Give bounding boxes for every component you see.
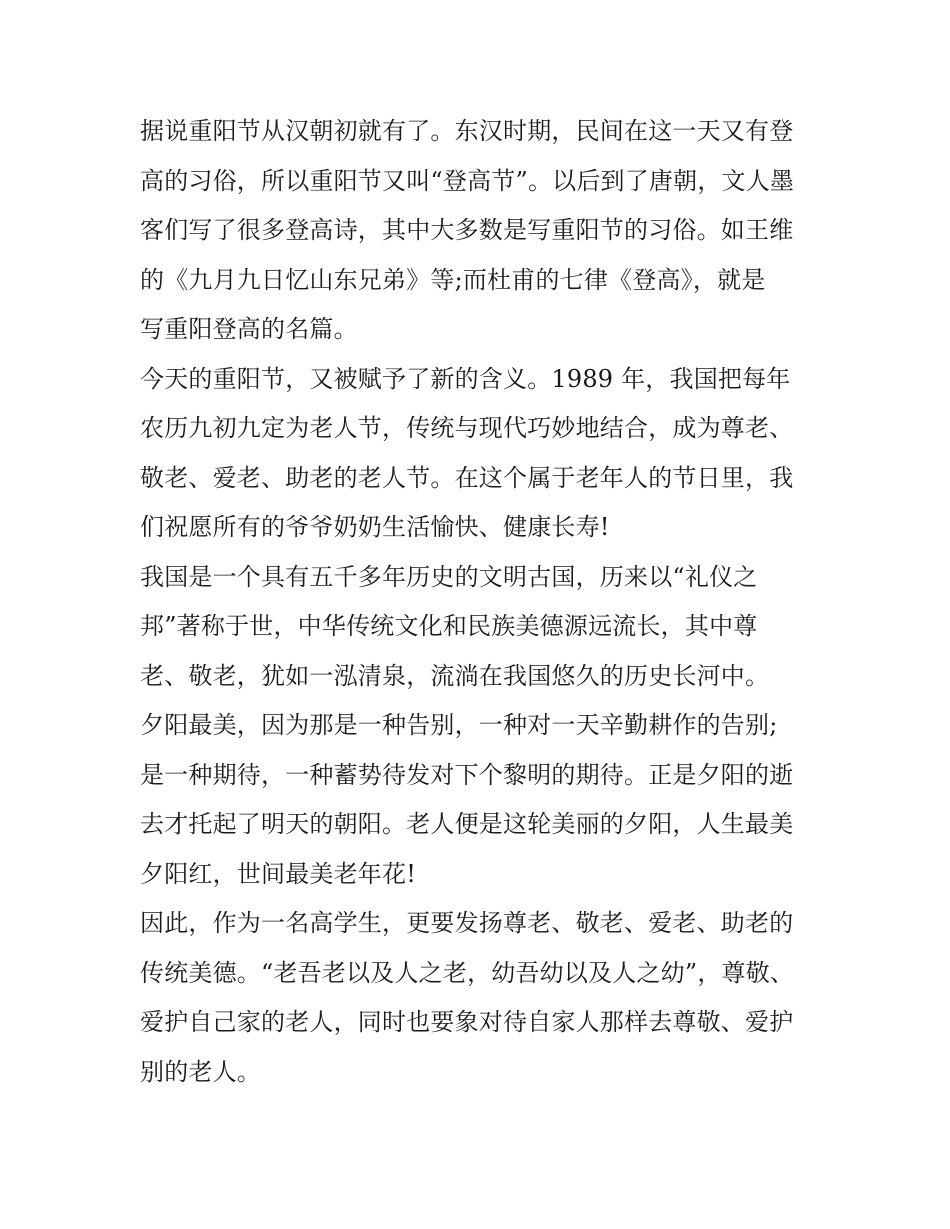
text-line: 是一种期待，一种蓄势待发对下个黎明的期待。正是夕阳的逝 [140, 760, 794, 789]
paragraph-3 [140, 553, 830, 702]
text-line: 们祝愿所有的爷爷奶奶生活愉快、健康长寿! [140, 513, 610, 541]
text-line: 因此，作为一名高学生，更要发扬尊老、敬老、爱老、助老的 [140, 909, 794, 937]
text-line: 写重阳登高的名篇。 [140, 315, 358, 343]
text-line: 爱护自己家的老人，同时也要象对待自家人那样去尊敬、爱护 [140, 1008, 794, 1036]
paragraph-5 [140, 899, 830, 1097]
text-line: 老、敬老，犹如一泓清泉，流淌在我国悠久的历史长河中。 [140, 661, 770, 690]
text-line: 敬老、爱老、助老的老人节。在这个属于老年人的节日里，我 [140, 463, 794, 492]
text-line: 据说重阳节从汉朝初就有了。东汉时期，民间在这一天又有登 [140, 117, 794, 145]
document-body [140, 107, 830, 1097]
text-line: 我国是一个具有五千多年历史的文明古国，历来以“礼仪之 [140, 562, 758, 591]
text-line: 夕阳红，世间最美老年花! [140, 859, 417, 888]
text-line: 别的老人。 [140, 1057, 261, 1086]
text-line: 的《九月九日忆山东兄弟》等;而杜甫的七律《登高》，就是 [140, 265, 766, 294]
text-line: 农历九初九定为老人节，传统与现代巧妙地结合，成为尊老、 [140, 414, 794, 442]
text-line: 夕阳最美，因为那是一种告别，一种对一天辛勤耕作的告别; [140, 711, 778, 739]
paragraph-4 [140, 701, 830, 899]
text-line: 高的习俗，所以重阳节又叫“登高节”。以后到了唐朝，文人墨 [140, 166, 795, 195]
text-line: 去才托起了明天的朝阳。老人便是这轮美丽的夕阳，人生最美 [140, 810, 794, 838]
paragraph-1 [140, 107, 830, 355]
text-line: 邦”著称于世，中华传统文化和民族美德源远流长，其中尊 [140, 612, 758, 640]
text-line: 传统美德。“老吾老以及人之老，幼吾幼以及人之幼”，尊敬、 [140, 958, 795, 987]
paragraph-2 [140, 355, 830, 553]
text-line: 今天的重阳节，又被赋予了新的含义。1989 年，我国把每年 [140, 364, 791, 393]
text-line: 客们写了很多登高诗，其中大多数是写重阳节的习俗。如王维 [140, 216, 794, 244]
